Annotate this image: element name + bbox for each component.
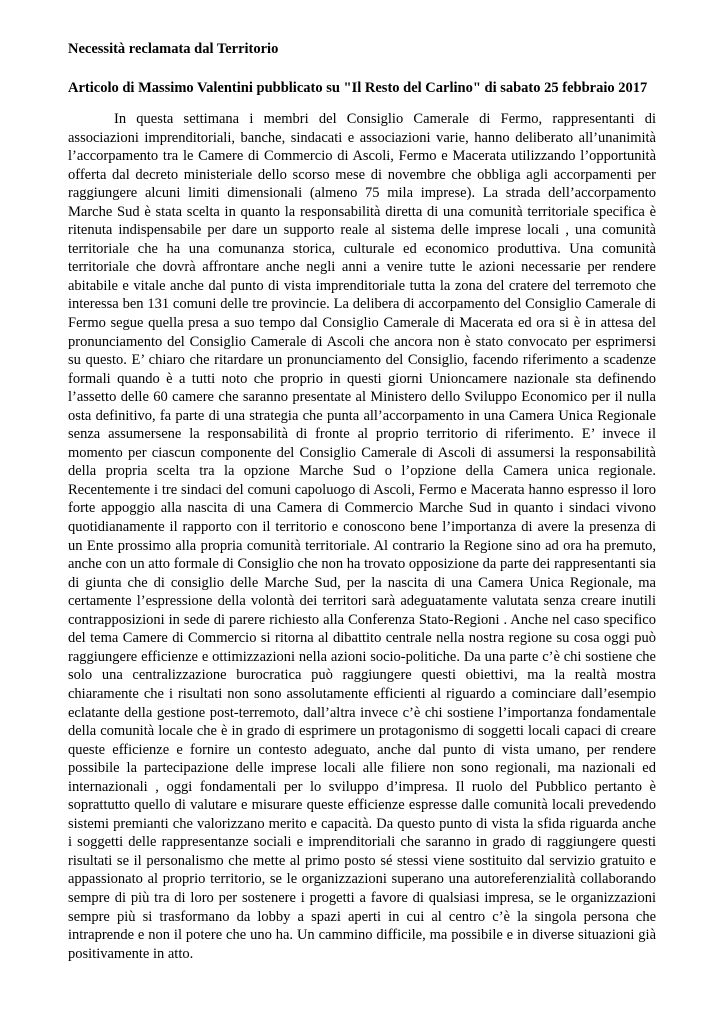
article-body: In questa settimana i membri del Consiglio Camerale di Fermo, rappresentanti di associazioni imprenditoriali, banche, sindacati e associazioni varie, hanno deliberato all’unanimità l’accorpamento tra le Camere di Commercio di Ascoli, Fermo e Macerata utilizzando l’opportunità offerta dal decreto ministeriale dello scorso mese di novembre che obbliga agli accorpamenti per raggiungere alcuni limiti dimensionali (almeno 75 mila imprese). La strada dell’accorpamento Marche Sud è stata scelta in quanto la responsabilità diretta di una comunità territoriale specifica è ritenuta indispensabile per dare un supporto reale al sistema delle imprese locali , una comunità territoriale che ha una comunanza storica, culturale ed economico produttiva. Una comunità territoriale che dovrà affrontare anche negli anni a venire tutte le azioni necessarie per rendere abitabile e vitale anche dal punto di vista imprenditoriale tutta la zona del cratere del terremoto che interessa ben 131 comuni delle tre provincie. La delibera di accorpamento del Consiglio Camerale di Fermo segue quella presa a suo tempo dal Consiglio Camerale di Macerata ed ora si è in attesa del pronunciamento del Consiglio Camerale di Ascoli che ancora non è stato convocato per esprimersi su questo. E’ chiaro che ritardare un pronunciamento del Consiglio, facendo riferimento a scadenze formali quando è a tutti noto che proprio in questi giorni Unioncamere nazionale sta definendo l’assetto delle 60 camere che saranno presentate al Ministero dello Sviluppo Economico per il nulla osta definitivo, fa parte di una strategia che punta all’accorpamento in una Camera Unica Regionale senza assumersene la responsabilità di fronte al proprio territorio di riferimento. E’ invece il momento per ciascun componente del Consiglio Camerale di Ascoli di assumersi la responsabilità della propria scelta tra la opzione Marche Sud o l’opzione della Camera unica regionale. Recentemente i tre sindaci del comuni capoluogo di Ascoli, Fermo e Macerata hanno espresso il loro forte appoggio alla nascita di una Camera di Commercio Marche Sud in quanto i sindaci vivono quotidianamente il rapporto con il territorio e conoscono bene l’importanza di avere la presenza di un Ente prossimo alla propria comunità territoriale. Al contrario la Regione sino ad ora ha premuto, anche con un atto formale di Consiglio che non ha trovato opposizione da parte dei rappresentanti sia di giunta che di consiglio delle Marche Sud, per la nascita di una Camera Unica Regionale, ma certamente l’espressione della volontà dei territori sarà adeguatamente valutata senza creare inutili contrapposizioni in sede di parere richiesto alla Conferenza Stato-Regioni . Anche nel caso specifico del tema Camere di Commercio si ritorna al dibattito centrale nella nostra regione su cosa oggi può raggiungere efficienze e ottimizzazioni nella azioni socio-politiche. Da una parte c’è chi sostiene che solo una centralizzazione burocratica può raggiungere questi obiettivi, ma la realtà mostra chiaramente che i risultati non sono assolutamente efficienti al riguardo a cominciare dall’esempio eclatante della gestione post-terremoto, dall’altra invece c’è chi sostiene l’importanza fondamentale della comunità locale che è in grado di esprimere un protagonismo di soggetti locali capaci di creare queste efficienze e fornire un contesto adeguato, anche dal punto di vista umano, per rendere possibile la partecipazione delle imprese locali alle filiere non sono regionali, ma nazionali ed internazionali , oggi fondamentali per lo sviluppo d’impresa. Il ruolo del Pubblico pertanto è soprattutto quello di valutare e misurare queste efficienze espresse dalle comunità locali prevedendo sistemi premianti che valorizzano merito e capacità. Da questo punto di vista la sfida riguarda anche i soggetti delle rappresentanze sociali e imprenditoriali che saranno in grado di raggiungere questi risultati se il personalismo che mette al primo posto sé stessi viene sostituito dal servizio gratuito e appassionato al proprio territorio, se le organizzazioni superano una autoreferenzialità collaborando sempre di più tra di loro per sostenere i progetti a favore di qualsiasi impresa, se le organizzazioni sempre più si trasformano da lobby a spazi aperti in cui al centro c’è la singola persona che intraprende e non il potere che uno ha. Un cammino difficile, ma possibile e in diverse situazioni già positivamente in atto. [68,111,656,962]
article-heading: Articolo di Massimo Valentini pubblicato su "Il Resto del Carlino" di sabato 25 febbraio 2017 [68,80,648,96]
section-title: Necessità reclamata dal Territorio [68,41,279,57]
